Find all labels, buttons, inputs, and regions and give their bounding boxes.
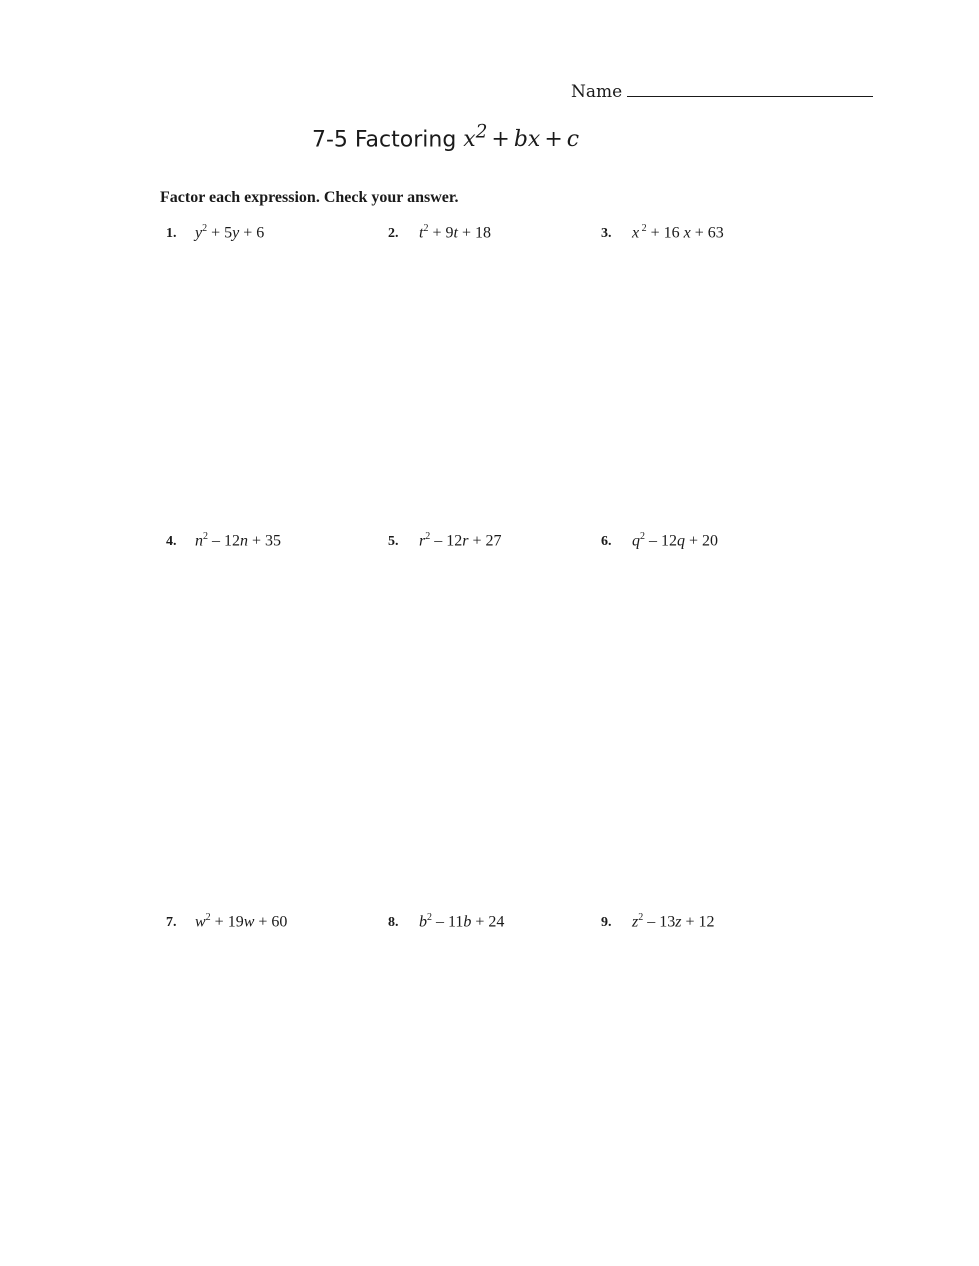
term: + 12	[681, 913, 715, 931]
problem-9	[601, 912, 715, 931]
variable: b	[419, 913, 427, 931]
variable: x	[683, 224, 691, 242]
exponent: 2	[203, 531, 208, 542]
term: + 6	[239, 224, 265, 242]
variable: z	[632, 913, 639, 931]
title-exponent: 2	[475, 122, 488, 143]
problem-number: 4.	[166, 534, 177, 550]
term: + 63	[690, 224, 724, 242]
term: + 16	[646, 224, 684, 242]
problem-3	[601, 223, 724, 242]
problem-1	[166, 223, 264, 242]
exponent: 2	[427, 912, 432, 923]
term: + 35	[248, 532, 282, 550]
problem-number: 3.	[601, 226, 612, 242]
variable: t	[453, 224, 458, 242]
term: + 27	[468, 532, 502, 550]
problem-number: 7.	[166, 915, 177, 931]
name-blank-line[interactable]	[627, 80, 873, 97]
term: + 20	[685, 532, 719, 550]
exponent: 2	[423, 223, 429, 234]
variable: r	[419, 532, 426, 550]
problem-number: 8.	[388, 915, 399, 931]
name-field	[571, 80, 873, 102]
problem-expression	[632, 223, 724, 242]
term: + 60	[254, 913, 288, 931]
variable: y	[195, 224, 203, 242]
instructions: Factor each expression. Check your answer.	[160, 189, 459, 206]
title-bx: bx	[513, 127, 541, 153]
variable: q	[677, 532, 685, 550]
problem-expression	[195, 912, 287, 931]
term: + 9	[428, 224, 454, 242]
term: – 11	[432, 913, 464, 931]
problem-number: 9.	[601, 915, 612, 931]
title-prefix: 7-5 Factoring	[312, 127, 457, 153]
page-title	[312, 122, 579, 152]
problem-8	[388, 912, 504, 931]
term: + 18	[457, 224, 491, 242]
variable: z	[675, 913, 682, 931]
variable: n	[240, 532, 248, 550]
exponent: 2	[639, 223, 647, 234]
term: – 12	[430, 532, 463, 550]
problem-2	[388, 223, 491, 242]
variable: q	[632, 532, 640, 550]
problem-expression	[195, 223, 264, 242]
title-x: x	[463, 127, 476, 153]
problem-number: 5.	[388, 534, 399, 550]
problem-expression	[419, 912, 504, 931]
exponent: 2	[202, 223, 208, 234]
problem-5	[388, 531, 502, 550]
exponent: 2	[425, 531, 431, 542]
title-c: c	[566, 127, 580, 153]
exponent: 2	[638, 912, 644, 923]
term: – 12	[208, 532, 240, 550]
name-label: Name	[571, 82, 623, 102]
problem-expression	[419, 223, 491, 242]
term: – 13	[643, 913, 676, 931]
variable: b	[463, 913, 472, 931]
term: + 19	[210, 913, 244, 931]
problem-4	[166, 531, 281, 550]
problem-7	[166, 912, 287, 931]
exponent: 2	[640, 531, 645, 542]
problem-expression	[632, 531, 718, 550]
problem-expression	[195, 531, 281, 550]
variable: t	[419, 224, 424, 242]
term: + 24	[471, 913, 505, 931]
title-plus-1: +	[491, 127, 510, 153]
term: + 5	[207, 224, 233, 242]
title-expression	[463, 122, 580, 153]
variable: x	[632, 224, 640, 242]
term: – 12	[645, 532, 677, 550]
variable: r	[462, 532, 469, 550]
exponent: 2	[205, 912, 211, 923]
problem-expression	[419, 531, 502, 550]
problem-expression	[632, 912, 715, 931]
variable: w	[243, 913, 255, 931]
problem-number: 2.	[388, 226, 399, 242]
variable: w	[195, 913, 206, 931]
title-plus-2: +	[544, 127, 563, 153]
variable: y	[232, 224, 240, 242]
problem-6	[601, 531, 718, 550]
variable: n	[195, 532, 203, 550]
problem-number: 6.	[601, 534, 612, 550]
problem-number: 1.	[166, 226, 177, 242]
